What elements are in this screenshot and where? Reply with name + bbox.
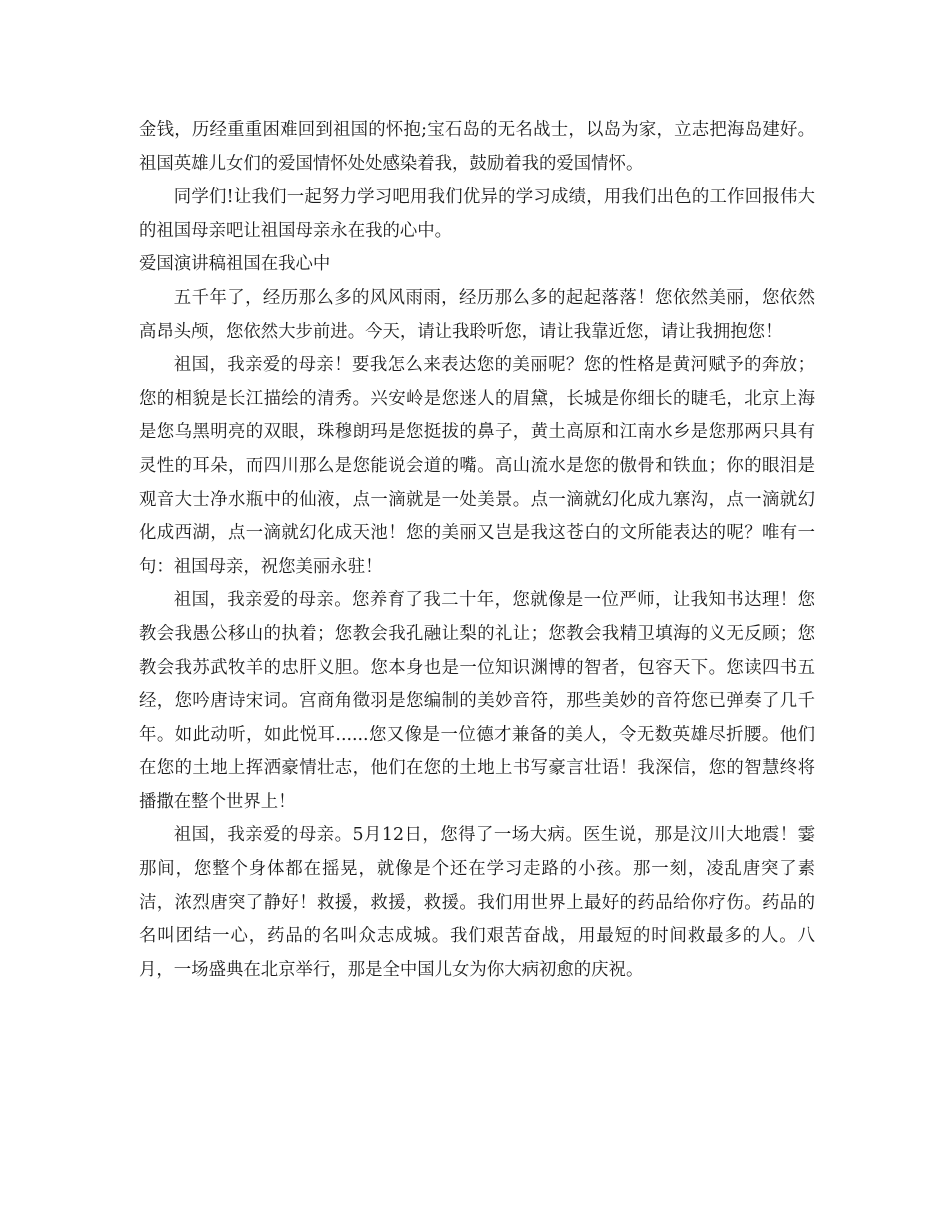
paragraph-call-to-action: 同学们!让我们一起努力学习吧用我们优异的学习成绩，用我们出色的工作回报伟大的祖国母亲吧让祖国母亲永在我的心中。 <box>139 187 815 241</box>
section-title: 爱国演讲稿祖国在我心中 <box>139 254 331 275</box>
document-body <box>139 114 815 987</box>
paragraph-teacher: 祖国，我亲爱的母亲。您养育了我二十年，您就像是一位严师，让我知书达理！您教会我愚公移山的执着；您教会我孔融让梨的礼让；您教会我精卫填海的义无反顾；您教会我苏武牧羊的忠肝义胆。您本身也是一位知识渊博的智者，包容天下。您读四书五经，您吟唐诗宋词。宫商角徵羽是您编制的美妙音符，那些美妙的音符您已弹奏了几千年。如此动听，如此悦耳......您又像是一位德才兼备的美人，令无数英雄尽折腰。他们在您的土地上挥洒豪情壮志，他们在您的土地上书写豪言壮语！我深信，您的智慧终将播撒在整个世界上！ <box>139 590 815 812</box>
paragraph-continuation: 金钱，历经重重困难回到祖国的怀抱;宝石岛的无名战士，以岛为家，立志把海岛建好。祖国英雄儿女们的爱国情怀处处感染着我，鼓励着我的爱国情怀。 <box>139 120 815 174</box>
paragraph-earthquake: 祖国，我亲爱的母亲。5月12日，您得了一场大病。医生说，那是汶川大地震！霎那间，您整个身体都在摇晃，就像是个还在学习走路的小孩。那一刻，凌乱唐突了素洁，浓烈唐突了静好！救援，救援，救援。我们用世界上最好的药品给你疗伤。药品的名叫团结一心，药品的名叫众志成城。我们艰苦奋战，用最短的时间救最多的人。八月，一场盛典在北京举行，那是全中国儿女为你大病初愈的庆祝。 <box>139 825 815 980</box>
paragraph-beauty: 祖国，我亲爱的母亲！要我怎么来表达您的美丽呢？您的性格是黄河赋予的奔放；您的相貌是长江描绘的清秀。兴安岭是您迷人的眉黛，长城是你细长的睫毛，北京上海是您乌黑明亮的双眼，珠穆朗玛是您挺拔的鼻子，黄土高原和江南水乡是您那两只具有灵性的耳朵，而四川那么是您能说会道的嘴。高山流水是您的傲骨和铁血；你的眼泪是观音大士净水瓶中的仙液，点一滴就是一处美景。点一滴就幻化成九寨沟，点一滴就幻化成西湖，点一滴就幻化成天池！您的美丽又岂是我这苍白的文所能表达的呢？唯有一句：祖国母亲，祝您美丽永驻！ <box>139 355 815 577</box>
paragraph-intro: 五千年了，经历那么多的风风雨雨，经历那么多的起起落落！您依然美丽，您依然高昂头颅，您依然大步前进。今天，请让我聆听您，请让我靠近您，请让我拥抱您！ <box>139 287 815 342</box>
